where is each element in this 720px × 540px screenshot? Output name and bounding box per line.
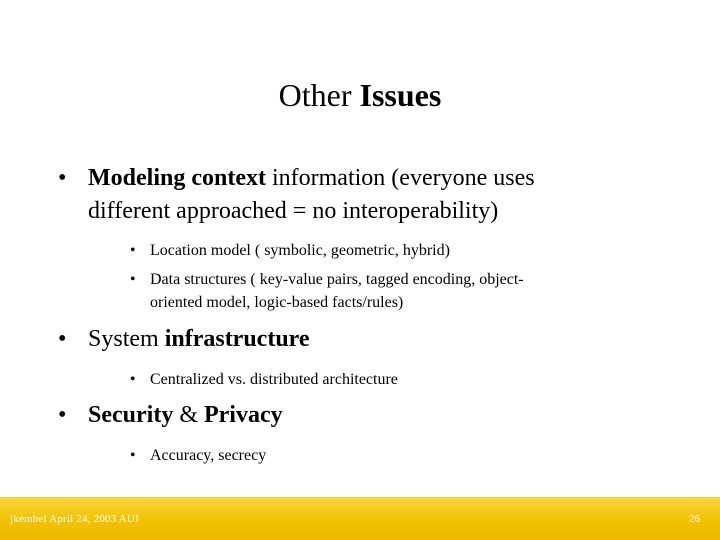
bullet-text-line2: different approached = no interoperability) — [88, 198, 499, 224]
sub-bullet-text-line1: Data structures ( key-value pairs, tagged encoding, object- — [150, 271, 524, 288]
bullet-text — [88, 323, 648, 356]
sub-bullet-marker: • — [130, 447, 136, 464]
bullet-text-line1: information (everyone uses — [265, 165, 535, 191]
bullet-bold-text-1: Security — [88, 402, 174, 428]
bullet-text — [88, 162, 648, 228]
sub-bullet-text: Centralized vs. distributed architecture — [150, 371, 398, 388]
bullet-marker: • — [58, 165, 67, 191]
sub-bullet-text: Accuracy, secrecy — [150, 447, 267, 464]
sub-bullet-text-line2: oriented model, logic-based facts/rules) — [150, 294, 404, 311]
bullet-bold-text: Modeling context — [88, 165, 266, 191]
title-bold: Issues — [359, 77, 442, 113]
bullet-bold-text-2: Privacy — [203, 402, 283, 428]
sub-bullet-marker: • — [130, 242, 136, 259]
footer-bar — [0, 497, 720, 540]
page-number: 26 — [689, 513, 700, 525]
bullet-bold-text: infrastructure — [164, 326, 310, 352]
sub-bullet-text: Location model ( symbolic, geometric, hybrid) — [150, 242, 450, 259]
bullet-marker: • — [58, 402, 67, 428]
sub-bullet-text — [150, 268, 640, 314]
bullet-normal-text: System — [88, 326, 165, 352]
slide-title — [0, 76, 720, 114]
bullet-text — [88, 399, 648, 432]
title-normal: Other — [278, 77, 360, 113]
footer-info: jkembel April 24, 2003 AUI — [10, 513, 139, 525]
sub-bullet-marker: • — [130, 271, 136, 288]
bullet-marker: • — [58, 326, 67, 352]
sub-bullet-marker: • — [130, 371, 136, 388]
bullet-normal-text: & — [173, 402, 204, 428]
